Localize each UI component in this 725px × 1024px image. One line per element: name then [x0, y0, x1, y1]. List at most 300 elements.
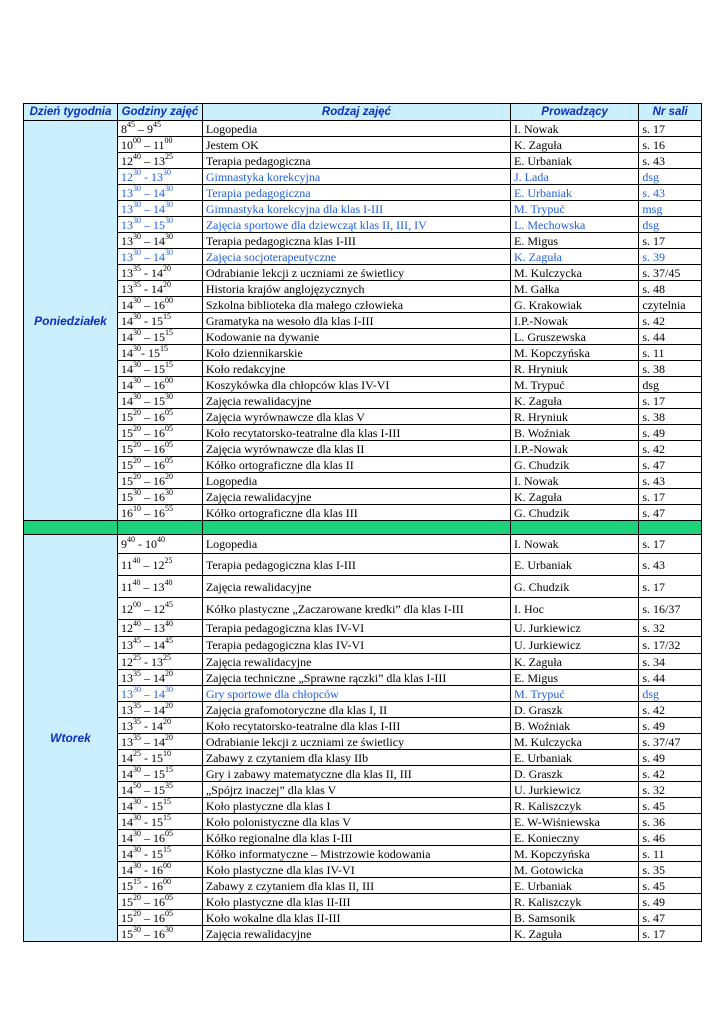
leader-cell: E. Urbaniak: [511, 554, 639, 576]
leader-cell: R. Kaliszczyk: [511, 894, 639, 910]
time-separator: –: [140, 361, 153, 376]
leader-cell: M. Trypuć: [511, 686, 639, 702]
time-minutes: 20: [164, 733, 173, 742]
table-row: [24, 637, 702, 654]
activity-cell: Koło recytatorsko-teatralne dla klas I-III: [202, 425, 510, 441]
time-cell: [117, 201, 202, 217]
time-minutes: 45: [164, 636, 173, 645]
time-hour: 16: [152, 297, 165, 312]
time-minutes: 30: [132, 925, 141, 934]
room-cell: s. 42: [639, 766, 702, 782]
time-separator: –: [140, 579, 153, 594]
time-cell: [117, 313, 202, 329]
leader-cell: G. Chudzik: [511, 505, 639, 521]
time-hour: 16: [152, 409, 165, 424]
time-separator: –: [140, 830, 153, 845]
activity-cell: Zajęcia socjoterapeutyczne: [202, 249, 510, 265]
leader-cell: M. Kopczyńska: [511, 846, 639, 862]
time-minutes: 35: [132, 701, 141, 710]
table-row: [24, 686, 702, 702]
time-hour: 12: [120, 654, 133, 669]
leader-cell: K. Zaguła: [511, 489, 639, 505]
activity-cell: Logopedia: [202, 473, 510, 489]
room-cell: s. 39: [639, 249, 702, 265]
time-minutes: 10: [132, 504, 141, 513]
activity-cell: Koło dziennikarskie: [202, 345, 510, 361]
activity-cell: Zajęcia wyrównawcze dla klas II: [202, 441, 510, 457]
table-row: [24, 910, 702, 926]
leader-cell: M. Trypuć: [511, 377, 639, 393]
time-minutes: 30: [164, 925, 173, 934]
room-cell: s. 46: [639, 830, 702, 846]
time-cell: [117, 750, 202, 766]
time-minutes: 40: [132, 152, 141, 161]
time-minutes: 30: [132, 488, 141, 497]
leader-cell: E. W-Wiśniewska: [511, 814, 639, 830]
time-minutes: 30: [132, 248, 141, 257]
time-hour: 13: [120, 233, 133, 248]
leader-cell: G. Krakowiak: [511, 297, 639, 313]
time-minutes: 25: [132, 653, 141, 662]
time-cell: [117, 473, 202, 489]
time-minutes: 20: [132, 893, 141, 902]
time-hour: 16: [152, 894, 165, 909]
leader-cell: M. Kopczyńska: [511, 345, 639, 361]
time-minutes: 30: [164, 248, 173, 257]
room-cell: dsg: [639, 686, 702, 702]
time-cell: [117, 345, 202, 361]
time-minutes: 25: [132, 749, 141, 758]
time-cell: [117, 830, 202, 846]
time-separator: –: [140, 217, 153, 232]
leader-cell: E. Migus: [511, 670, 639, 686]
room-cell: s. 47: [639, 910, 702, 926]
time-separator: -: [140, 814, 151, 829]
time-cell: [117, 598, 202, 620]
time-hour: 16: [120, 505, 133, 520]
table-row: [24, 425, 702, 441]
time-cell: [117, 862, 202, 878]
leader-cell: M. Kulczycka: [511, 734, 639, 750]
table-row: [24, 576, 702, 598]
time-minutes: 30: [132, 216, 141, 225]
time-separator: –: [140, 926, 153, 941]
leader-cell: E. Urbaniak: [511, 185, 639, 201]
leader-cell: R. Kaliszczyk: [511, 798, 639, 814]
room-cell: s. 17: [639, 393, 702, 409]
time-hour: 14: [152, 249, 165, 264]
table-row: [24, 265, 702, 281]
time-hour: 13: [120, 265, 133, 280]
time-hour: 15: [120, 441, 133, 456]
room-cell: s. 32: [639, 782, 702, 798]
time-cell: [117, 233, 202, 249]
time-hour: 15: [150, 814, 163, 829]
time-minutes: 05: [164, 829, 173, 838]
table-row: [24, 313, 702, 329]
time-separator: -: [140, 718, 151, 733]
time-cell: [117, 620, 202, 637]
table-row: [24, 169, 702, 185]
room-cell: s. 38: [639, 409, 702, 425]
leader-cell: R. Hryniuk: [511, 361, 639, 377]
time-hour: 12: [152, 601, 165, 616]
table-row: [24, 217, 702, 233]
time-separator: –: [140, 409, 153, 424]
time-cell: [117, 654, 202, 670]
room-cell: dsg: [639, 377, 702, 393]
activity-cell: Terapia pedagogiczna klas IV-VI: [202, 637, 510, 654]
leader-cell: U. Jurkiewicz: [511, 620, 639, 637]
table-row: [24, 377, 702, 393]
header-day: Dzień tygodnia: [24, 104, 118, 121]
activity-cell: Gimnastyka korekcyjna: [202, 169, 510, 185]
time-hour: 13: [120, 281, 133, 296]
time-hour: 16: [152, 489, 165, 504]
time-cell: [117, 137, 202, 153]
time-hour: 14: [120, 345, 133, 360]
room-cell: msg: [639, 201, 702, 217]
time-cell: [117, 686, 202, 702]
time-minutes: 25: [164, 555, 173, 565]
time-separator: -: [140, 846, 151, 861]
activity-cell: Zajęcia rewalidacyjne: [202, 489, 510, 505]
time-separator: -: [140, 313, 151, 328]
time-separator: –: [140, 734, 153, 749]
table-row: [24, 393, 702, 409]
time-minutes: 05: [164, 909, 173, 918]
time-minutes: 30: [164, 184, 173, 193]
table-row: [24, 137, 702, 153]
time-separator: –: [140, 249, 153, 264]
time-minutes: 30: [132, 232, 141, 241]
time-hour: 15: [120, 878, 133, 893]
table-row: [24, 281, 702, 297]
time-separator: –: [140, 782, 153, 797]
activity-cell: Gry i zabawy matematyczne dla klas II, III: [202, 766, 510, 782]
time-hour: 13: [120, 702, 133, 717]
time-hour: 16: [152, 457, 165, 472]
time-minutes: 10: [162, 749, 171, 758]
room-cell: dsg: [639, 169, 702, 185]
table-row: [24, 441, 702, 457]
time-separator: –: [140, 702, 153, 717]
time-minutes: 30: [132, 392, 141, 401]
time-minutes: 15: [132, 877, 141, 886]
room-cell: s. 44: [639, 670, 702, 686]
time-minutes: 20: [164, 669, 173, 678]
time-cell: [117, 926, 202, 942]
time-cell: [117, 361, 202, 377]
time-cell: [117, 910, 202, 926]
table-row: [24, 457, 702, 473]
time-cell: [117, 894, 202, 910]
time-separator: –: [140, 601, 153, 616]
time-hour: 13: [120, 670, 133, 685]
time-hour: 13: [152, 153, 165, 168]
time-hour: 16: [152, 926, 165, 941]
time-minutes: 55: [164, 504, 173, 513]
table-row: [24, 878, 702, 894]
header-room: Nr sali: [639, 104, 702, 121]
room-cell: s. 45: [639, 878, 702, 894]
time-cell: [117, 441, 202, 457]
time-separator: –: [140, 441, 153, 456]
time-hour: 15: [120, 457, 133, 472]
leader-cell: D. Graszk: [511, 766, 639, 782]
time-separator: –: [140, 153, 153, 168]
time-minutes: 30: [164, 232, 173, 241]
time-cell: [117, 576, 202, 598]
table-row: [24, 185, 702, 201]
room-cell: s. 17: [639, 233, 702, 249]
activity-cell: Zajęcia rewalidacyjne: [202, 393, 510, 409]
table-row: [24, 554, 702, 576]
activity-cell: Gry sportowe dla chłopców: [202, 686, 510, 702]
room-cell: s. 45: [639, 798, 702, 814]
time-hour: 12: [120, 621, 133, 635]
time-minutes: 30: [132, 360, 141, 369]
time-hour: 13: [150, 169, 163, 184]
table-row: [24, 734, 702, 750]
room-cell: s. 17: [639, 121, 702, 137]
activity-cell: Koło plastyczne dla klas II-III: [202, 894, 510, 910]
time-cell: [117, 153, 202, 169]
activity-cell: Terapia pedagogiczna klas I-III: [202, 233, 510, 249]
leader-cell: E. Urbaniak: [511, 750, 639, 766]
time-separator: –: [140, 766, 153, 781]
table-row: [24, 830, 702, 846]
leader-cell: G. Chudzik: [511, 457, 639, 473]
time-hour: 15: [150, 846, 163, 861]
time-hour: 16: [152, 505, 165, 520]
leader-cell: B. Samsonik: [511, 910, 639, 926]
room-cell: s. 34: [639, 654, 702, 670]
time-cell: [117, 670, 202, 686]
time-minutes: 30: [132, 184, 141, 193]
activity-cell: Logopedia: [202, 121, 510, 137]
leader-cell: G. Chudzik: [511, 576, 639, 598]
table-row: [24, 750, 702, 766]
time-hour: 13: [120, 718, 133, 733]
time-hour: 13: [120, 638, 133, 652]
activity-cell: Kodowanie na dywanie: [202, 329, 510, 345]
time-hour: 14: [120, 830, 133, 845]
time-separator: –: [140, 910, 153, 925]
time-cell: [117, 637, 202, 654]
time-minutes: 30: [162, 168, 171, 177]
time-hour: 14: [120, 814, 133, 829]
time-minutes: 30: [164, 488, 173, 497]
activity-cell: Zajęcia rewalidacyjne: [202, 576, 510, 598]
time-separator: -: [140, 281, 151, 296]
time-hour: 15: [152, 766, 165, 781]
time-cell: [117, 702, 202, 718]
room-cell: s. 37/45: [639, 265, 702, 281]
time-hour: 14: [152, 670, 165, 685]
time-separator: –: [140, 894, 153, 909]
time-hour: 14: [120, 313, 133, 328]
activity-cell: Terapia pedagogiczna klas IV-VI: [202, 620, 510, 637]
schedule-body: [24, 121, 702, 942]
time-minutes: 20: [162, 280, 171, 289]
room-cell: s. 17: [639, 489, 702, 505]
time-hour: 16: [152, 377, 165, 392]
time-hour: 14: [120, 766, 133, 781]
table-row: [24, 814, 702, 830]
room-cell: s. 47: [639, 505, 702, 521]
activity-cell: Terapia pedagogiczna: [202, 153, 510, 169]
time-hour: 14: [120, 377, 133, 392]
room-cell: s. 42: [639, 441, 702, 457]
time-minutes: 20: [132, 909, 141, 918]
activity-cell: Koło redakcyjne: [202, 361, 510, 377]
activity-cell: Odrabianie lekcji z uczniami ze świetlicy: [202, 265, 510, 281]
time-minutes: 30: [164, 392, 173, 401]
time-cell: [117, 782, 202, 798]
table-row: [24, 846, 702, 862]
time-hour: 12: [120, 169, 133, 184]
activity-cell: Koło polonistyczne dla klas V: [202, 814, 510, 830]
leader-cell: L. Mechowska: [511, 217, 639, 233]
time-hour: 10: [144, 537, 157, 551]
table-row: [24, 798, 702, 814]
activity-cell: Zajęcia wyrównawcze dla klas V: [202, 409, 510, 425]
time-hour: 14: [150, 281, 163, 296]
time-separator: –: [140, 201, 153, 216]
time-separator: -: [140, 654, 151, 669]
time-minutes: 15: [162, 312, 171, 321]
time-separator: –: [140, 393, 153, 408]
day-label: Wtorek: [24, 535, 118, 942]
time-minutes: 00: [132, 136, 141, 145]
leader-cell: I. Hoc: [511, 598, 639, 620]
table-row: [24, 233, 702, 249]
room-cell: s. 35: [639, 862, 702, 878]
time-minutes: 20: [132, 440, 141, 449]
time-separator: –: [134, 121, 147, 136]
time-minutes: 15: [162, 797, 171, 806]
leader-cell: I.P.-Nowak: [511, 441, 639, 457]
room-cell: s. 48: [639, 281, 702, 297]
time-hour: 10: [120, 137, 133, 152]
time-minutes: 45: [126, 120, 135, 129]
room-cell: s. 49: [639, 750, 702, 766]
activity-cell: Zajęcia rewalidacyjne: [202, 654, 510, 670]
time-hour: 11: [120, 557, 133, 572]
time-hour: 14: [152, 686, 165, 701]
time-hour: 14: [120, 846, 133, 861]
room-cell: s. 16/37: [639, 598, 702, 620]
time-minutes: 00: [164, 136, 173, 145]
activity-cell: Terapia pedagogiczna klas I-III: [202, 554, 510, 576]
time-hour: 13: [120, 686, 133, 701]
table-row: [24, 766, 702, 782]
activity-cell: Koło plastyczne dla klas I: [202, 798, 510, 814]
table-row: [24, 489, 702, 505]
table-row: [24, 862, 702, 878]
leader-cell: K. Zaguła: [511, 137, 639, 153]
time-minutes: 15: [164, 360, 173, 369]
time-separator: -: [140, 750, 151, 765]
time-minutes: 35: [132, 733, 141, 742]
time-minutes: 30: [164, 200, 173, 209]
activity-cell: Historia krajów anglojęzycznych: [202, 281, 510, 297]
time-separator: –: [140, 489, 153, 504]
time-cell: [117, 846, 202, 862]
time-minutes: 30: [132, 765, 141, 774]
time-separator: –: [140, 670, 153, 685]
leader-cell: B. Woźniak: [511, 718, 639, 734]
time-separator: –: [140, 686, 153, 701]
time-minutes: 40: [164, 619, 173, 628]
time-minutes: 05: [164, 440, 173, 449]
header-type: Rodzaj zajęć: [202, 104, 510, 121]
time-minutes: 15: [162, 845, 171, 854]
time-minutes: 30: [132, 861, 141, 870]
time-separator: –: [140, 297, 153, 312]
time-separator: –: [140, 457, 153, 472]
leader-cell: E. Urbaniak: [511, 878, 639, 894]
time-hour: 14: [120, 862, 133, 877]
room-cell: s. 16: [639, 137, 702, 153]
activity-cell: Zabawy z czytaniem dla klasy IIb: [202, 750, 510, 766]
time-separator: –: [140, 473, 153, 488]
time-cell: [117, 377, 202, 393]
time-hour: 16: [150, 878, 163, 893]
time-cell: [117, 169, 202, 185]
time-hour: 14: [120, 750, 133, 765]
time-cell: [117, 329, 202, 345]
activity-cell: Koło recytatorsko-teatralne dla klas I-III: [202, 718, 510, 734]
time-separator: -: [140, 169, 151, 184]
time-hour: 14: [152, 638, 165, 652]
time-minutes: 35: [132, 669, 141, 678]
table-row: [24, 361, 702, 377]
time-minutes: 20: [164, 472, 173, 481]
time-hour: 13: [150, 654, 163, 669]
time-hour: 14: [150, 265, 163, 280]
leader-cell: I. Nowak: [511, 535, 639, 554]
time-hour: 15: [150, 313, 163, 328]
time-separator: –: [140, 233, 153, 248]
table-row: [24, 535, 702, 554]
activity-cell: Terapia pedagogiczna: [202, 185, 510, 201]
activity-cell: Kółko ortograficzne dla klas II: [202, 457, 510, 473]
day-label: Poniedziałek: [24, 121, 118, 521]
time-minutes: 40: [164, 577, 173, 587]
time-minutes: 30: [132, 200, 141, 209]
time-minutes: 20: [162, 717, 171, 726]
time-hour: 8: [120, 121, 127, 136]
day-separator: [24, 521, 702, 535]
time-minutes: 35: [132, 280, 141, 289]
time-cell: [117, 249, 202, 265]
time-hour: 9: [120, 537, 127, 551]
time-minutes: 05: [164, 424, 173, 433]
time-minutes: 40: [132, 555, 141, 565]
room-cell: s. 43: [639, 153, 702, 169]
time-cell: [117, 734, 202, 750]
time-cell: [117, 505, 202, 521]
room-cell: s. 42: [639, 313, 702, 329]
time-hour: 13: [120, 734, 133, 749]
time-hour: 11: [152, 137, 165, 152]
time-hour: 14: [120, 329, 133, 344]
table-row: [24, 718, 702, 734]
time-hour: 15: [152, 782, 165, 797]
time-cell: [117, 718, 202, 734]
